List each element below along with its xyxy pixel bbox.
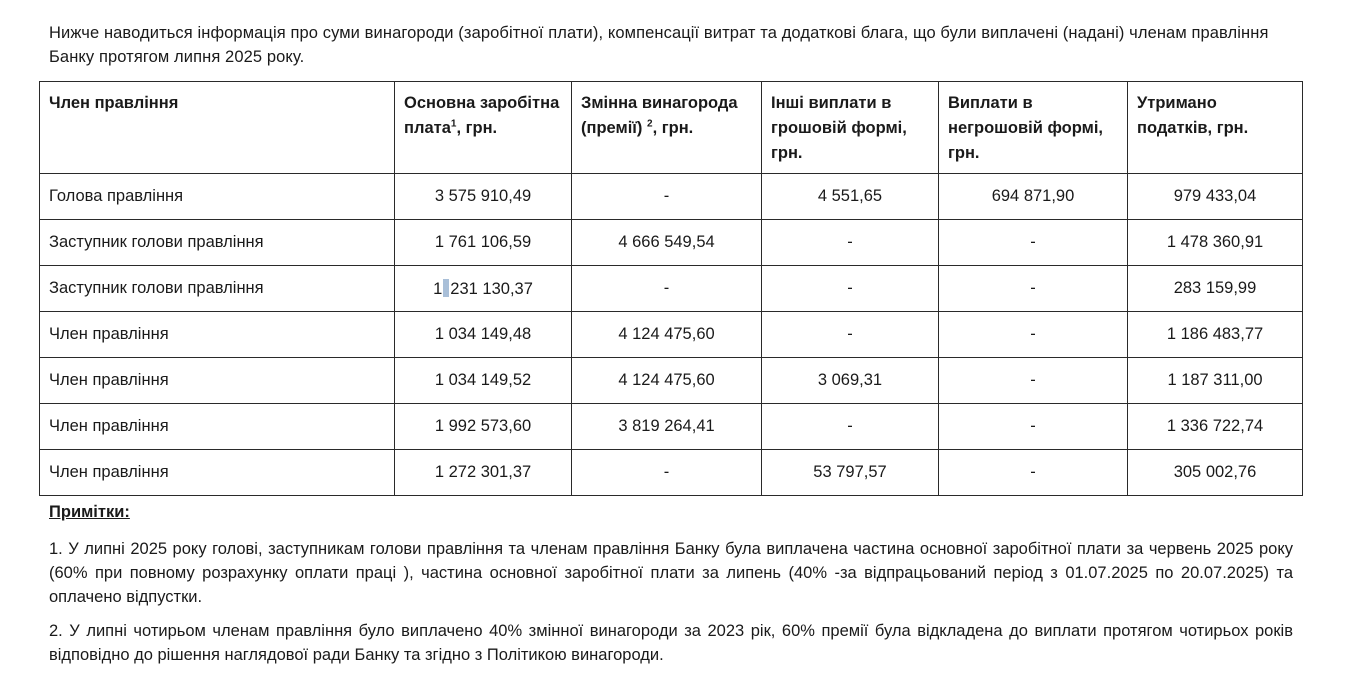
cell-base-salary[interactable]: 1 231 130,37 [395,266,572,312]
cell-member: Голова правління [40,174,395,220]
cell-variable: - [572,266,762,312]
table-header [40,82,1303,174]
cell-member: Член правління [40,358,395,404]
cell-base-salary: 1 034 149,48 [395,312,572,358]
cell-base-salary: 1 034 149,52 [395,358,572,404]
cell-non-cash: - [939,312,1128,358]
cell-variable: - [572,450,762,496]
note-1: 1. У липні 2025 року голові, заступникам голови правління та членам правління Банку була виплачена частина основної заробітної плати за червень 2025 року (60% при повному розрахунку оплати праці ), частина основної заробітної плати за липень (40% -за відпрацьований період з 01.07.2025 по 20.07.2025) та оплачено відпустки. [49,540,1293,606]
table-row [40,450,1303,496]
notes-title: Примітки: [49,503,130,521]
note-2: 2. У липні чотирьом членам правління було виплачено 40% змінної винагороди за 2023 рік, 60% премії була відкладена до виплати протягом чотирьох років відповідно до рішення наглядової ради Банку та згідно з Політикою винагороди. [49,622,1293,664]
cell-base-salary: 1 761 106,59 [395,220,572,266]
cell-other-cash: - [762,404,939,450]
cell-variable: 4 124 475,60 [572,312,762,358]
header-non-cash: Виплати в негрошовій формі, грн. [939,82,1128,174]
cell-taxes: 305 002,76 [1128,450,1303,496]
table-body [40,174,1303,496]
cell-non-cash: - [939,358,1128,404]
cell-member: Член правління [40,404,395,450]
table-row [40,266,1303,312]
cell-non-cash: - [939,450,1128,496]
cell-taxes: 283 159,99 [1128,266,1303,312]
cell-other-cash: - [762,312,939,358]
cell-base-salary: 1 992 573,60 [395,404,572,450]
table-row [40,174,1303,220]
cell-member: Заступник голови правління [40,220,395,266]
text-cursor [443,279,449,297]
cell-other-cash: 3 069,31 [762,358,939,404]
header-row [40,82,1303,174]
cell-other-cash: 53 797,57 [762,450,939,496]
header-other-cash: Інші виплати в грошовій формі, грн. [762,82,939,174]
cell-taxes: 979 433,04 [1128,174,1303,220]
footnote-ref-2: 2 [647,118,653,130]
intro-paragraph: Нижче наводиться інформація про суми винагороди (заробітної плати), компенсації витрат та додаткові блага, що були виплачені (надані) членам правління Банку протягом липня 2025 року. [49,24,1269,66]
cell-variable: 3 819 264,41 [572,404,762,450]
header-variable: Змінна винагорода (премії) $^2$, грн. [572,82,762,174]
cell-other-cash: 4 551,65 [762,174,939,220]
cell-member: Член правління [40,450,395,496]
footnote-ref-1: 1 [450,118,457,130]
cell-variable: 4 666 549,54 [572,220,762,266]
cell-other-cash: - [762,220,939,266]
table-row [40,404,1303,450]
cell-taxes: 1 336 722,74 [1128,404,1303,450]
cell-non-cash: - [939,220,1128,266]
cell-member: Член правління [40,312,395,358]
cell-taxes: 1 187 311,00 [1128,358,1303,404]
cell-base-salary: 3 575 910,49 [395,174,572,220]
table-row [40,220,1303,266]
cell-member: Заступник голови правління [40,266,395,312]
cell-non-cash: 694 871,90 [939,174,1128,220]
header-base-salary: Основна заробітна плата$^1$, грн. [395,82,572,174]
header-taxes: Утримано податків, грн. [1128,82,1303,174]
table-row [40,358,1303,404]
compensation-table [39,81,1303,496]
cell-taxes: 1 478 360,91 [1128,220,1303,266]
cell-variable: 4 124 475,60 [572,358,762,404]
cell-base-salary: 1 272 301,37 [395,450,572,496]
cell-non-cash: - [939,266,1128,312]
cell-taxes: 1 186 483,77 [1128,312,1303,358]
cell-non-cash: - [939,404,1128,450]
cell-other-cash: - [762,266,939,312]
table-row [40,312,1303,358]
header-member: Член правління [40,82,395,174]
cell-variable: - [572,174,762,220]
